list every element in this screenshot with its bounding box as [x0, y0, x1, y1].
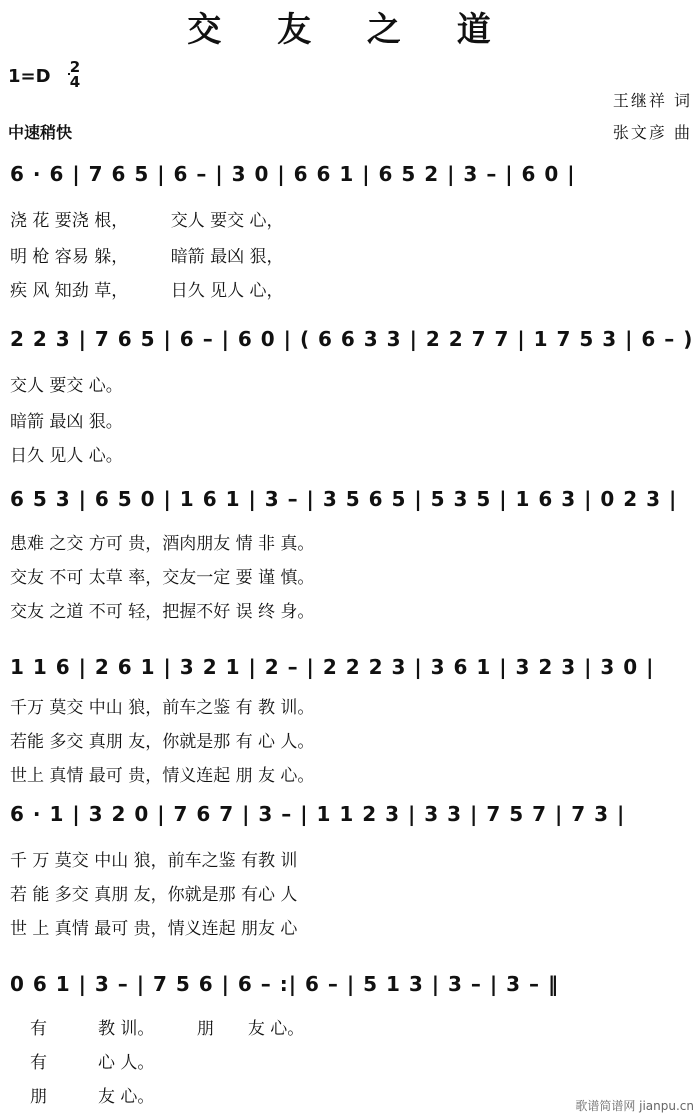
lyric-verse-2: 暗箭 最凶 狠。 [10, 412, 123, 432]
notation-text: 6 · 1 | 3 2 0 | 7 6 7 | 3 – | 1 1 2 3 | 3 3 | 7 5 7 | 7 3 | [10, 802, 626, 826]
lyric-verse-1: 有 教 训。 朋 友 心。 [30, 1019, 305, 1039]
lyric-verse-2: 若能 多交 真朋 友，你就是那 有 心 人。 [10, 732, 315, 752]
page-title: 交 友 之 道 [187, 10, 513, 50]
notation-text: 1 1 6 | 2 6 1 | 3 2 1 | 2 – | 2 2 2 3 | 3 6 1 | 3 2 3 | 3 0 | [10, 655, 655, 679]
notation-line [0, 475, 700, 519]
lyric-verse-3: 世 上 真情 最可 贵，情义连起 朋友 心 [10, 919, 298, 939]
lyric-verse-1: 千万 莫交 中山 狼，前车之鉴 有 教 训。 [10, 698, 315, 718]
tempo-marking: 中速稍快 [8, 123, 73, 142]
time-signature [68, 60, 82, 90]
lyric-verse-1: 浇 花 要浇 根， 交人 要交 心， [10, 211, 284, 231]
notation-text: 6 5 3 | 6 5 0 | 1 6 1 | 3 – | 3 5 6 5 | 5 3 5 | 1 6 3 | 0 2 3 | [10, 487, 678, 511]
lyricist-credit: 王继祥 词 [612, 91, 692, 110]
lyric-verse-3: 世上 真情 最可 贵，情义连起 朋 友 心。 [10, 766, 315, 786]
lyric-verse-3: 朋 友 心。 [30, 1087, 155, 1107]
notation-line [0, 643, 700, 687]
lyric-verse-1: 患难 之交 方可 贵，酒肉朋友 情 非 真。 [10, 534, 315, 554]
lyric-verse-1: 千 万 莫交 中山 狼，前车之鉴 有教 训 [10, 851, 298, 871]
notation-text: 6 · 6 | 7 6 5 | 6 – | 3 0 | 6 6 1 | 6 5 2 | 3 – | 6 0 | [10, 162, 576, 186]
composer-credit: 张文彦 曲 [612, 123, 692, 142]
notation-text: 0 6 1 | 3 – | 7 5 6 | 6 – :| 6 – | 5 1 3 | 3 – | 3 – ‖ [10, 972, 559, 996]
notation-line [0, 315, 700, 359]
time-top: 2 [69, 58, 81, 76]
lyric-verse-2: 明 枪 容易 躲， 暗箭 最凶 狠， [10, 247, 284, 267]
lyric-verse-2: 交友 不可 太草 率，交友一定 要 谨 慎。 [10, 568, 315, 588]
notation-text: 2 2 3 | 7 6 5 | 6 – | 6 0 | ( 6 6 3 3 | 2 2 7 7 | 1 7 5 3 | 6 – ) [10, 327, 694, 351]
notation-line [0, 150, 700, 194]
lyric-verse-3: 交友 之道 不可 轻，把握不好 误 终 身。 [10, 602, 315, 622]
lyric-verse-3: 日久 见人 心。 [10, 446, 123, 466]
lyric-verse-2: 若 能 多交 真朋 友，你就是那 有心 人 [10, 885, 298, 905]
notation-line [0, 960, 700, 1004]
watermark: 歌谱简谱网 jianpu.cn [575, 1099, 694, 1113]
key-signature: 1=D [8, 66, 51, 87]
lyric-verse-3: 疾 风 知劲 草， 日久 见人 心， [10, 281, 284, 301]
lyric-verse-1: 交人 要交 心。 [10, 376, 123, 396]
lyric-verse-2: 有 心 人。 [30, 1053, 155, 1073]
time-bottom: 4 [69, 73, 81, 91]
notation-line [0, 790, 700, 834]
